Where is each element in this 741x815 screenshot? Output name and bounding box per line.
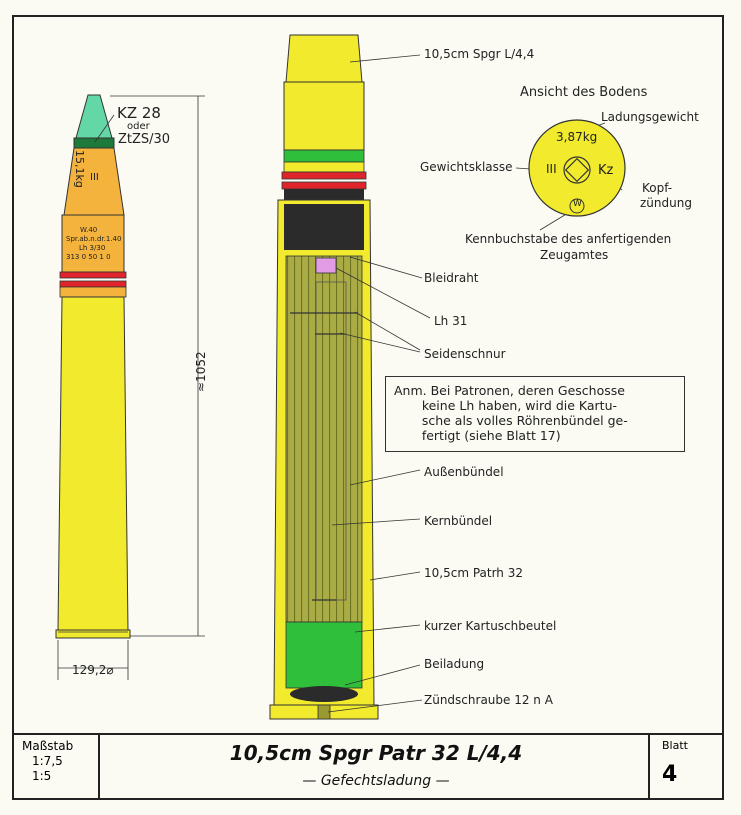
weight-class-label: Gewichtsklasse bbox=[420, 160, 513, 174]
cartridge-case bbox=[58, 297, 128, 630]
depot-label-2: Zeugamtes bbox=[540, 248, 609, 262]
label-projectile: 10,5cm Spgr L/4,4 bbox=[424, 47, 535, 61]
lh31-cap bbox=[316, 258, 336, 273]
section-projectile-body bbox=[284, 82, 364, 150]
label-silk-cord: Seidenschnur bbox=[424, 347, 506, 361]
label-outer-bundle: Außenbündel bbox=[424, 465, 504, 479]
depot-label-1: Kennbuchstabe des anfertigenden bbox=[465, 232, 672, 246]
shell-weight-class: III bbox=[90, 172, 99, 183]
head-fuze-label-1: Kopf- bbox=[642, 181, 673, 195]
igniter-pellets bbox=[290, 686, 358, 702]
scale-value-1: 1:7,5 bbox=[32, 754, 63, 768]
depot-stamp-letter: W bbox=[573, 199, 582, 209]
case-rim bbox=[56, 630, 130, 638]
section-driving-band-1 bbox=[282, 172, 366, 179]
base-view-title: Ansicht des Bodens bbox=[520, 85, 648, 100]
drawing-title: 10,5cm Spgr Patr 32 L/4,4 bbox=[229, 741, 523, 765]
note-box: Anm. Bei Patronen, deren Geschosse keine Lh haben, wird die Kartu- sche als volles Röhrenbündel ge- fertigt (siehe Blatt 17) bbox=[385, 376, 685, 452]
sheet-cell bbox=[648, 735, 722, 800]
scale-label: Maßstab bbox=[22, 739, 74, 753]
outer-bundle bbox=[286, 256, 362, 622]
title-block bbox=[12, 733, 724, 802]
fuze-tip bbox=[76, 95, 112, 138]
charge-weight-value: 3,87kg bbox=[556, 130, 598, 144]
marking-line-2: Spr.ab.n.dr.1.40 bbox=[66, 235, 122, 243]
section-green-band bbox=[284, 150, 364, 162]
head-fuze-label-2: zündung bbox=[640, 196, 692, 210]
scale-cell bbox=[12, 735, 100, 800]
marking-line-4: 313 0 50 1 0 bbox=[66, 253, 111, 261]
driving-band-2 bbox=[60, 281, 126, 287]
sheet-number: 4 bbox=[662, 762, 678, 787]
fuze-band bbox=[74, 138, 114, 148]
fuze-label: KZ 28 bbox=[117, 104, 161, 122]
label-primer: Zündschraube 12 n A bbox=[424, 693, 553, 707]
short-cartridge-bag bbox=[286, 622, 362, 688]
label-case: 10,5cm Patrh 32 bbox=[424, 566, 523, 580]
label-short-bag: kurzer Kartuschbeutel bbox=[424, 619, 557, 633]
marking-line-1: W.40 bbox=[80, 226, 98, 234]
green-band bbox=[60, 287, 126, 297]
driving-band-1 bbox=[60, 272, 126, 278]
base-primer-circle bbox=[564, 157, 590, 183]
label-core-bundle: Kernbündel bbox=[424, 514, 493, 528]
sheet-label: Blatt bbox=[662, 739, 688, 752]
label-lead-wire: Bleidraht bbox=[424, 271, 479, 285]
diameter-dimension: 129,2⌀ bbox=[72, 663, 114, 677]
scale-value-2: 1:5 bbox=[32, 769, 52, 783]
length-dimension: ≈1052 bbox=[194, 351, 208, 392]
section-driving-band-2 bbox=[282, 182, 366, 189]
cartridge-section bbox=[270, 35, 378, 719]
fuze-mark: Kz bbox=[598, 163, 614, 178]
weight-class-value: III bbox=[546, 162, 557, 176]
drawing-subtitle: — Gefechtsladung — bbox=[302, 773, 450, 789]
fuze-or-label: oder bbox=[127, 121, 150, 132]
section-projectile-nose bbox=[286, 35, 362, 82]
label-igniter-charge: Beiladung bbox=[424, 657, 485, 671]
fuze-alt-label: ZtZS/30 bbox=[118, 132, 171, 147]
shell-weight: 15,1kg bbox=[73, 150, 86, 188]
label-lh31: Lh 31 bbox=[434, 314, 468, 328]
marking-line-3: Lh 3/30 bbox=[79, 244, 106, 252]
charge-weight-label: Ladungsgewicht bbox=[601, 110, 699, 124]
